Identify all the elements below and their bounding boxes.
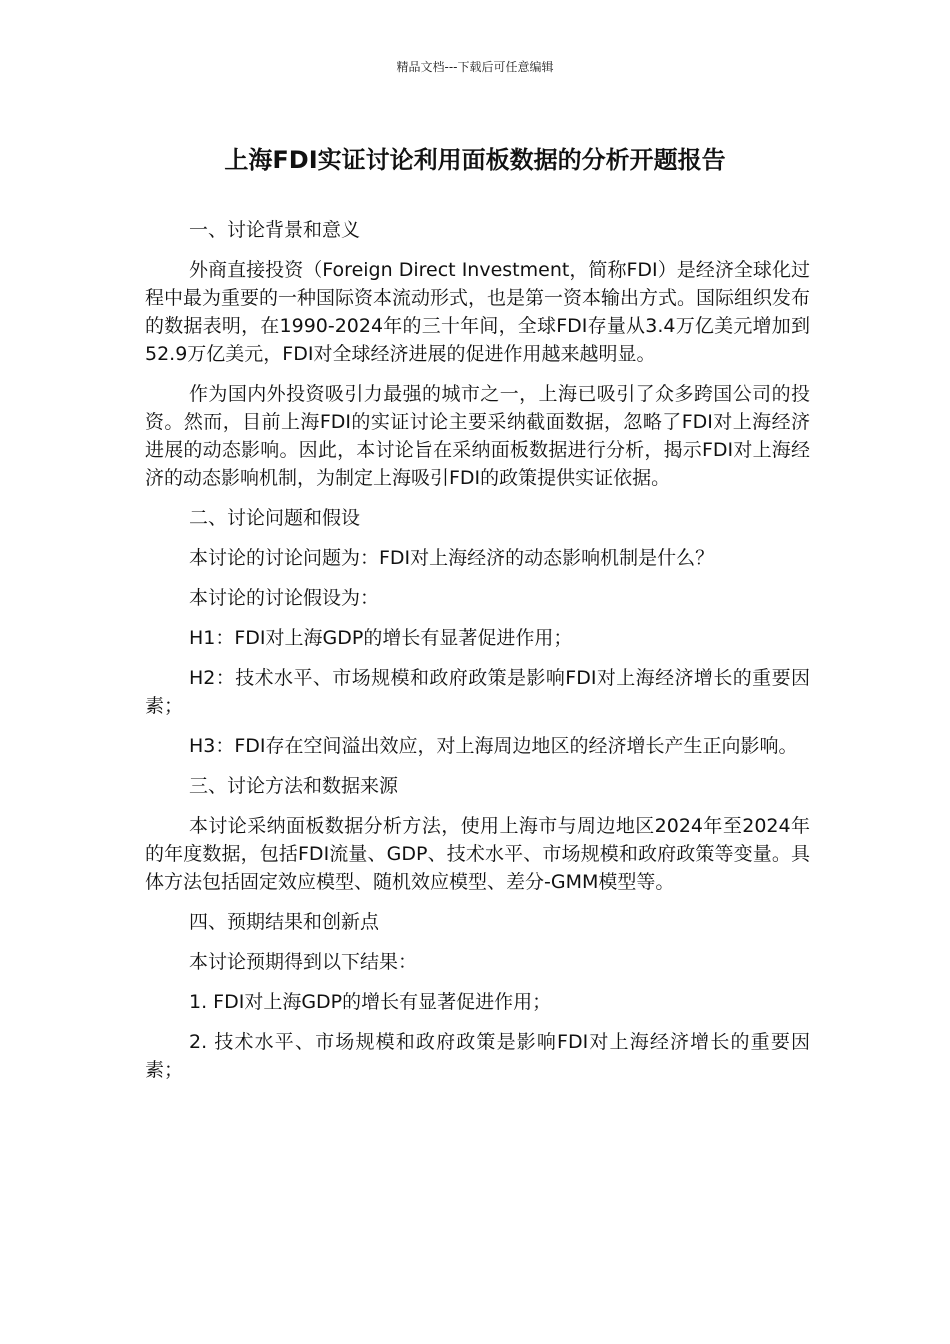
body-paragraph: 本讨论的讨论假设为： xyxy=(189,587,380,609)
body-paragraph: 本讨论采纳面板数据分析方法，使用上海市与周边地区2024年至2024年的年度数据，包括FDI流量、GDP、技术水平、市场规模和政府政策等变量。具体方法包括固定效应模型、随机效应模型、差分-GMM模型等。 xyxy=(145,815,810,893)
section-heading: 四、预期结果和创新点 xyxy=(189,911,380,933)
hypothesis-item: H3：FDI存在空间溢出效应，对上海周边地区的经济增长产生正向影响。 xyxy=(189,735,798,757)
section-heading: 一、讨论背景和意义 xyxy=(189,219,361,241)
hypothesis-item: H1：FDI对上海GDP的增长有显著促进作用； xyxy=(189,627,573,649)
header-note: 精品文档---下载后可任意编辑 xyxy=(396,60,554,74)
body-paragraph: 作为国内外投资吸引力最强的城市之一，上海已吸引了众多跨国公司的投资。然而，目前上海FDI的实证讨论主要采纳截面数据，忽略了FDI对上海经济进展的动态影响。因此，本讨论旨在采纳面板数据进行分析，揭示FDI对上海经济的动态影响机制，为制定上海吸引FDI的政策提供实证依据。 xyxy=(145,383,810,489)
result-item: 1. FDI对上海GDP的增长有显著促进作用； xyxy=(189,991,552,1013)
body-paragraph: 本讨论的讨论问题为：FDI对上海经济的动态影响机制是什么？ xyxy=(189,547,715,569)
section-heading: 三、讨论方法和数据来源 xyxy=(189,775,399,797)
hypothesis-item: H2：技术水平、市场规模和政府政策是影响FDI对上海经济增长的重要因素； xyxy=(145,667,810,717)
document-title: 上海FDI实证讨论利用面板数据的分析开题报告 xyxy=(224,146,726,174)
body-paragraph: 外商直接投资（Foreign Direct Investment，简称FDI）是经济全球化过程中最为重要的一种国际资本流动形式，也是第一资本输出方式。国际组织发布的数据表明，在1990-2024年的三十年间，全球FDI存量从3.4万亿美元增加到52.9万亿美元，FDI对全球经济进展的促进作用越来越明显。 xyxy=(145,259,811,365)
section-heading: 二、讨论问题和假设 xyxy=(189,507,361,529)
document-body xyxy=(145,216,810,1096)
body-paragraph: 本讨论预期得到以下结果： xyxy=(189,951,418,973)
result-item: 2. 技术水平、市场规模和政府政策是影响FDI对上海经济增长的重要因素； xyxy=(145,1031,810,1081)
